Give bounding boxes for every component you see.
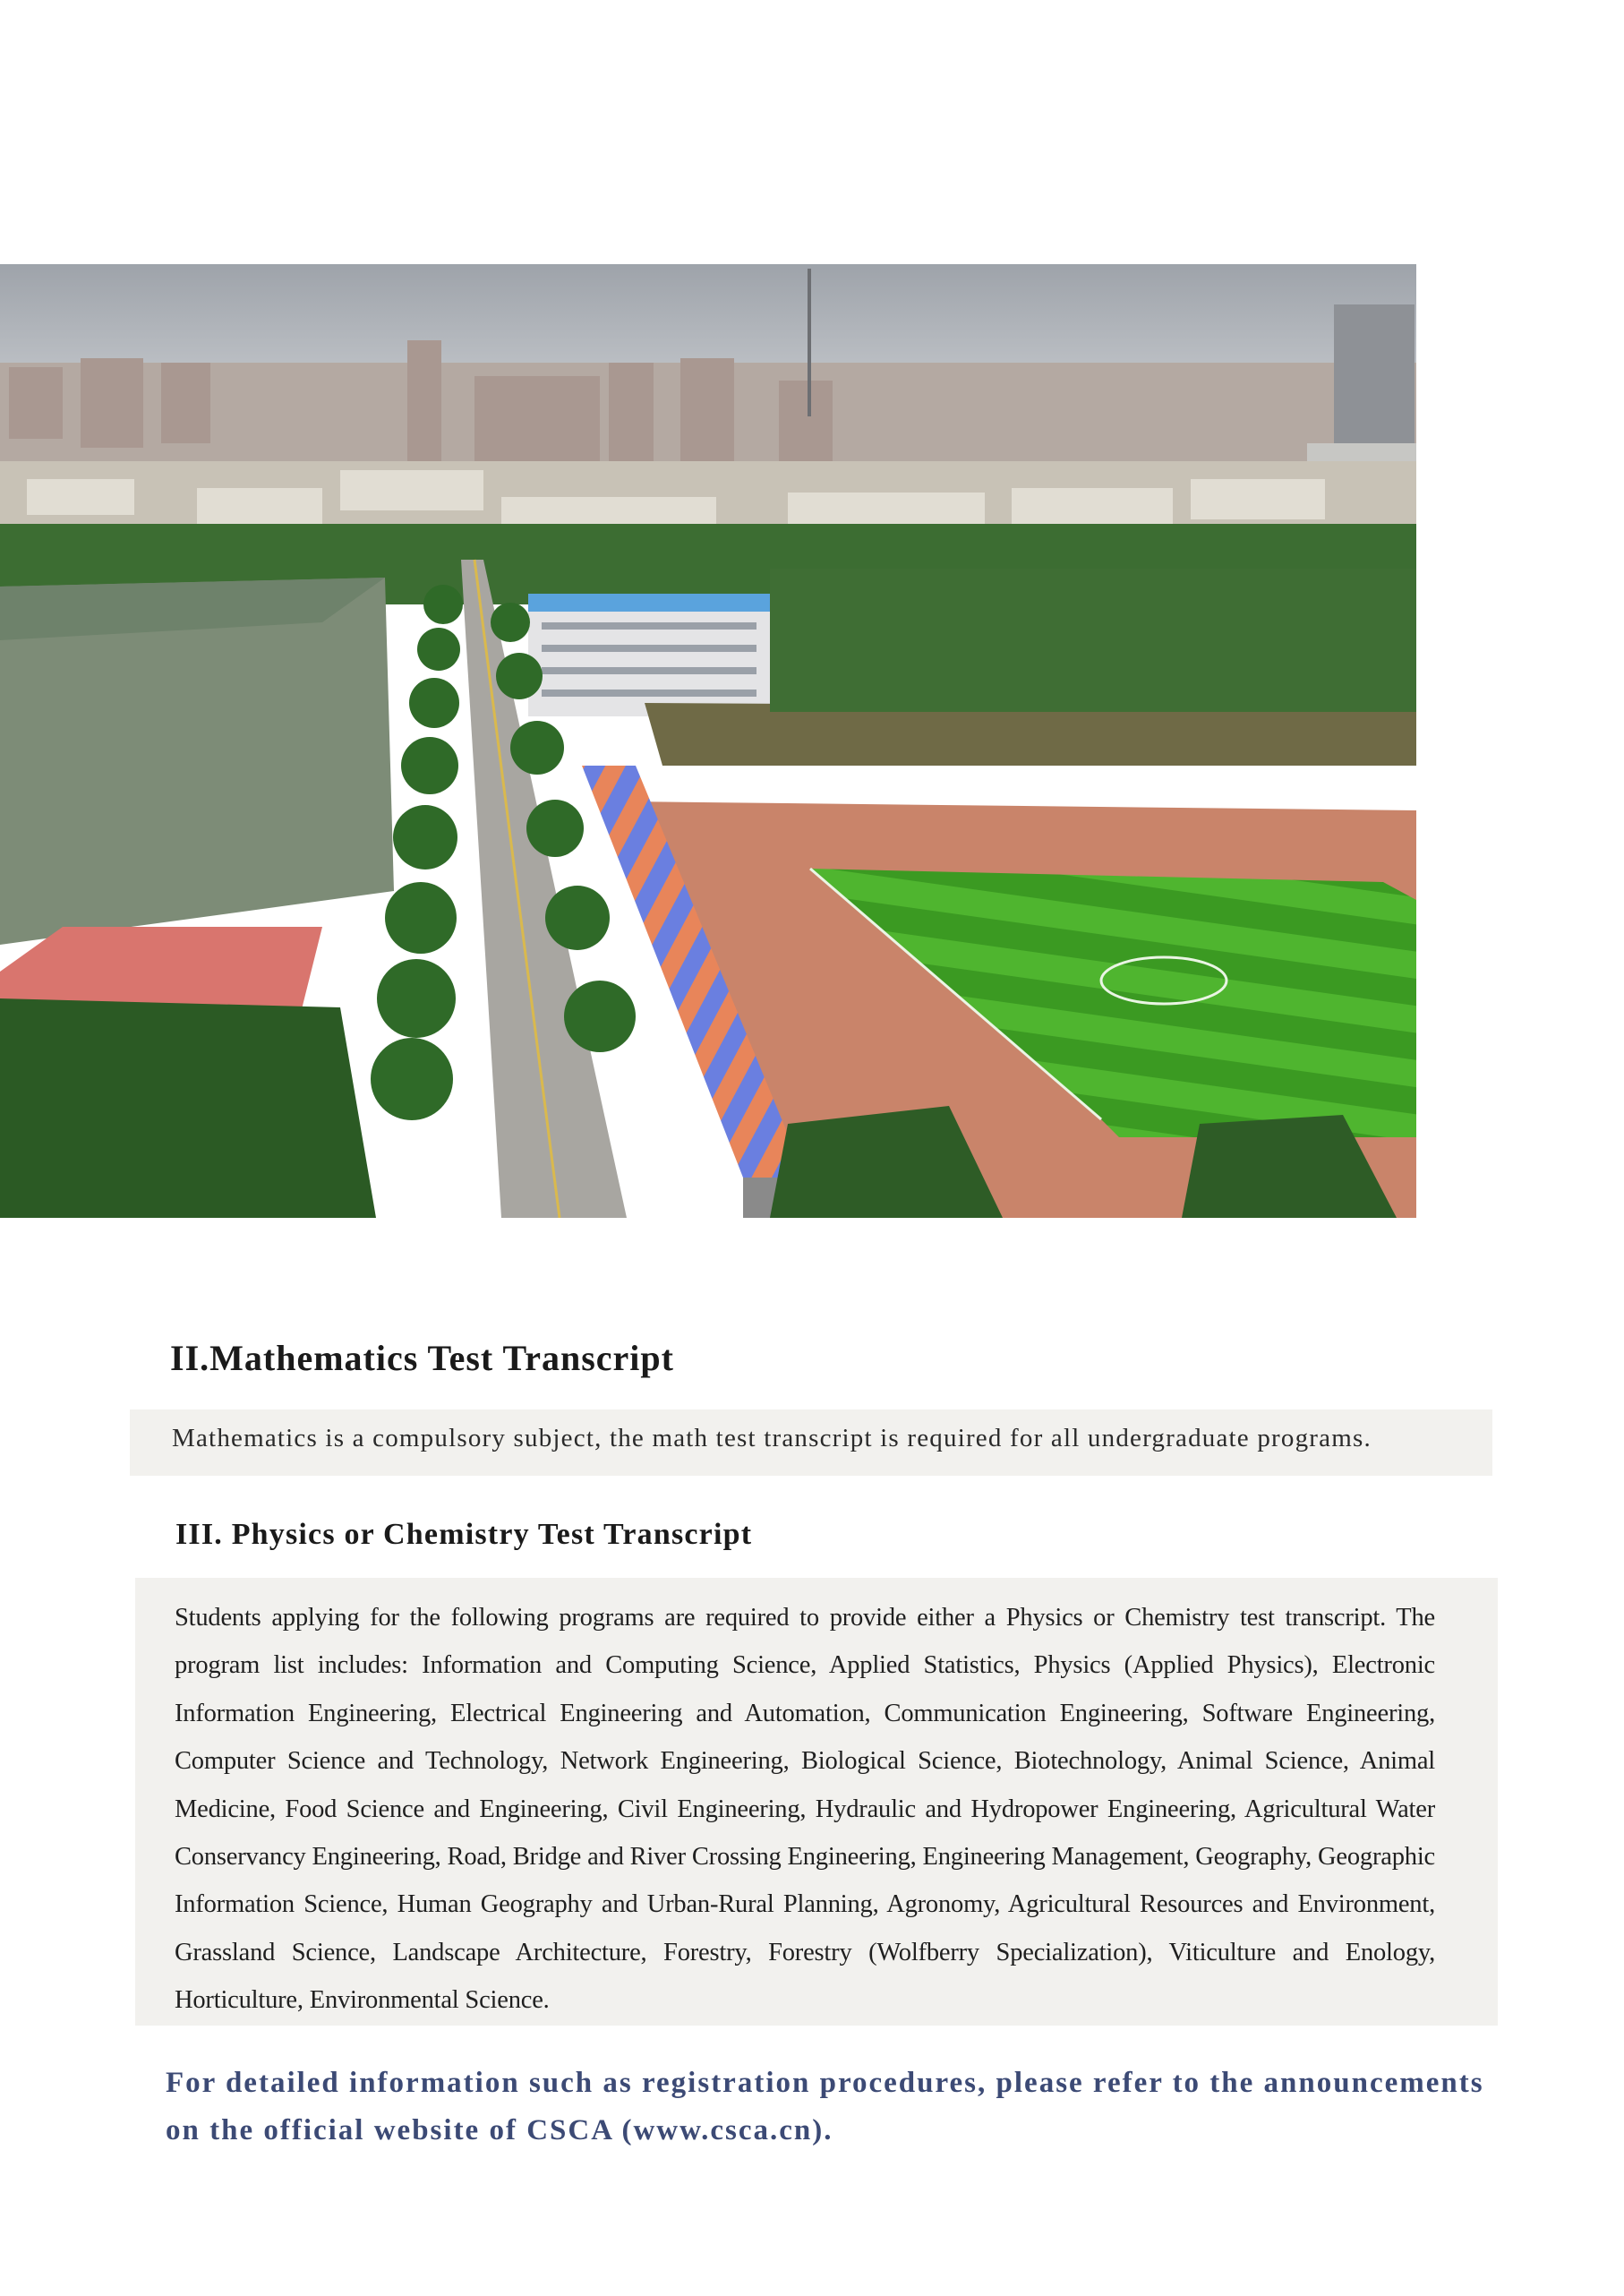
physics-chemistry-note-box [135,1578,1498,2026]
mathematics-note-text: Mathematics is a compulsory subject, the math test transcript is required for all undergraduate programs. [172,1424,1372,1452]
footer-registration-note: For detailed information such as registration procedures, please refer to the announcements on the official website of CSCA (www.csca.cn). [166,2067,1484,2146]
mathematics-note-box [130,1409,1492,1476]
physics-chemistry-program-list: Students applying for the following programs are required to provide either a Physics or Chemistry test transcript. The program list includes: Information and Computing Science, Applied Statistics, Physics (Applied Physics), Electronic Information Engineering, Electrical Engineering and Automation, Communication Engineering, Software Engineering, Computer Science and Technology, Network Engineering, Biological Science, Biotechnology, Animal Science, Animal Medicine, Food Science and Engineering, Civil Engineering, Hydraulic and Hydropower Engineering, Agricultural Water Conservancy Engineering, Road, Bridge and River Crossing Engineering, Engineering Management, Geography, Geographic Information Science, Human Geography and Urban-Rural Planning, Agronomy, Agricultural Resources and Environment, Grassland Science, Landscape Architecture, Forestry, Forestry (Wolfberry Specialization), Viticulture and Enology, Horticulture, Environmental Science. [175,1604,1435,2015]
campus-aerial-photo [0,264,1416,1218]
section-heading-mathematics: II.Mathematics Test Transcript [170,1338,674,1378]
section-heading-physics-chemistry: III. Physics or Chemistry Test Transcript [175,1518,753,1551]
